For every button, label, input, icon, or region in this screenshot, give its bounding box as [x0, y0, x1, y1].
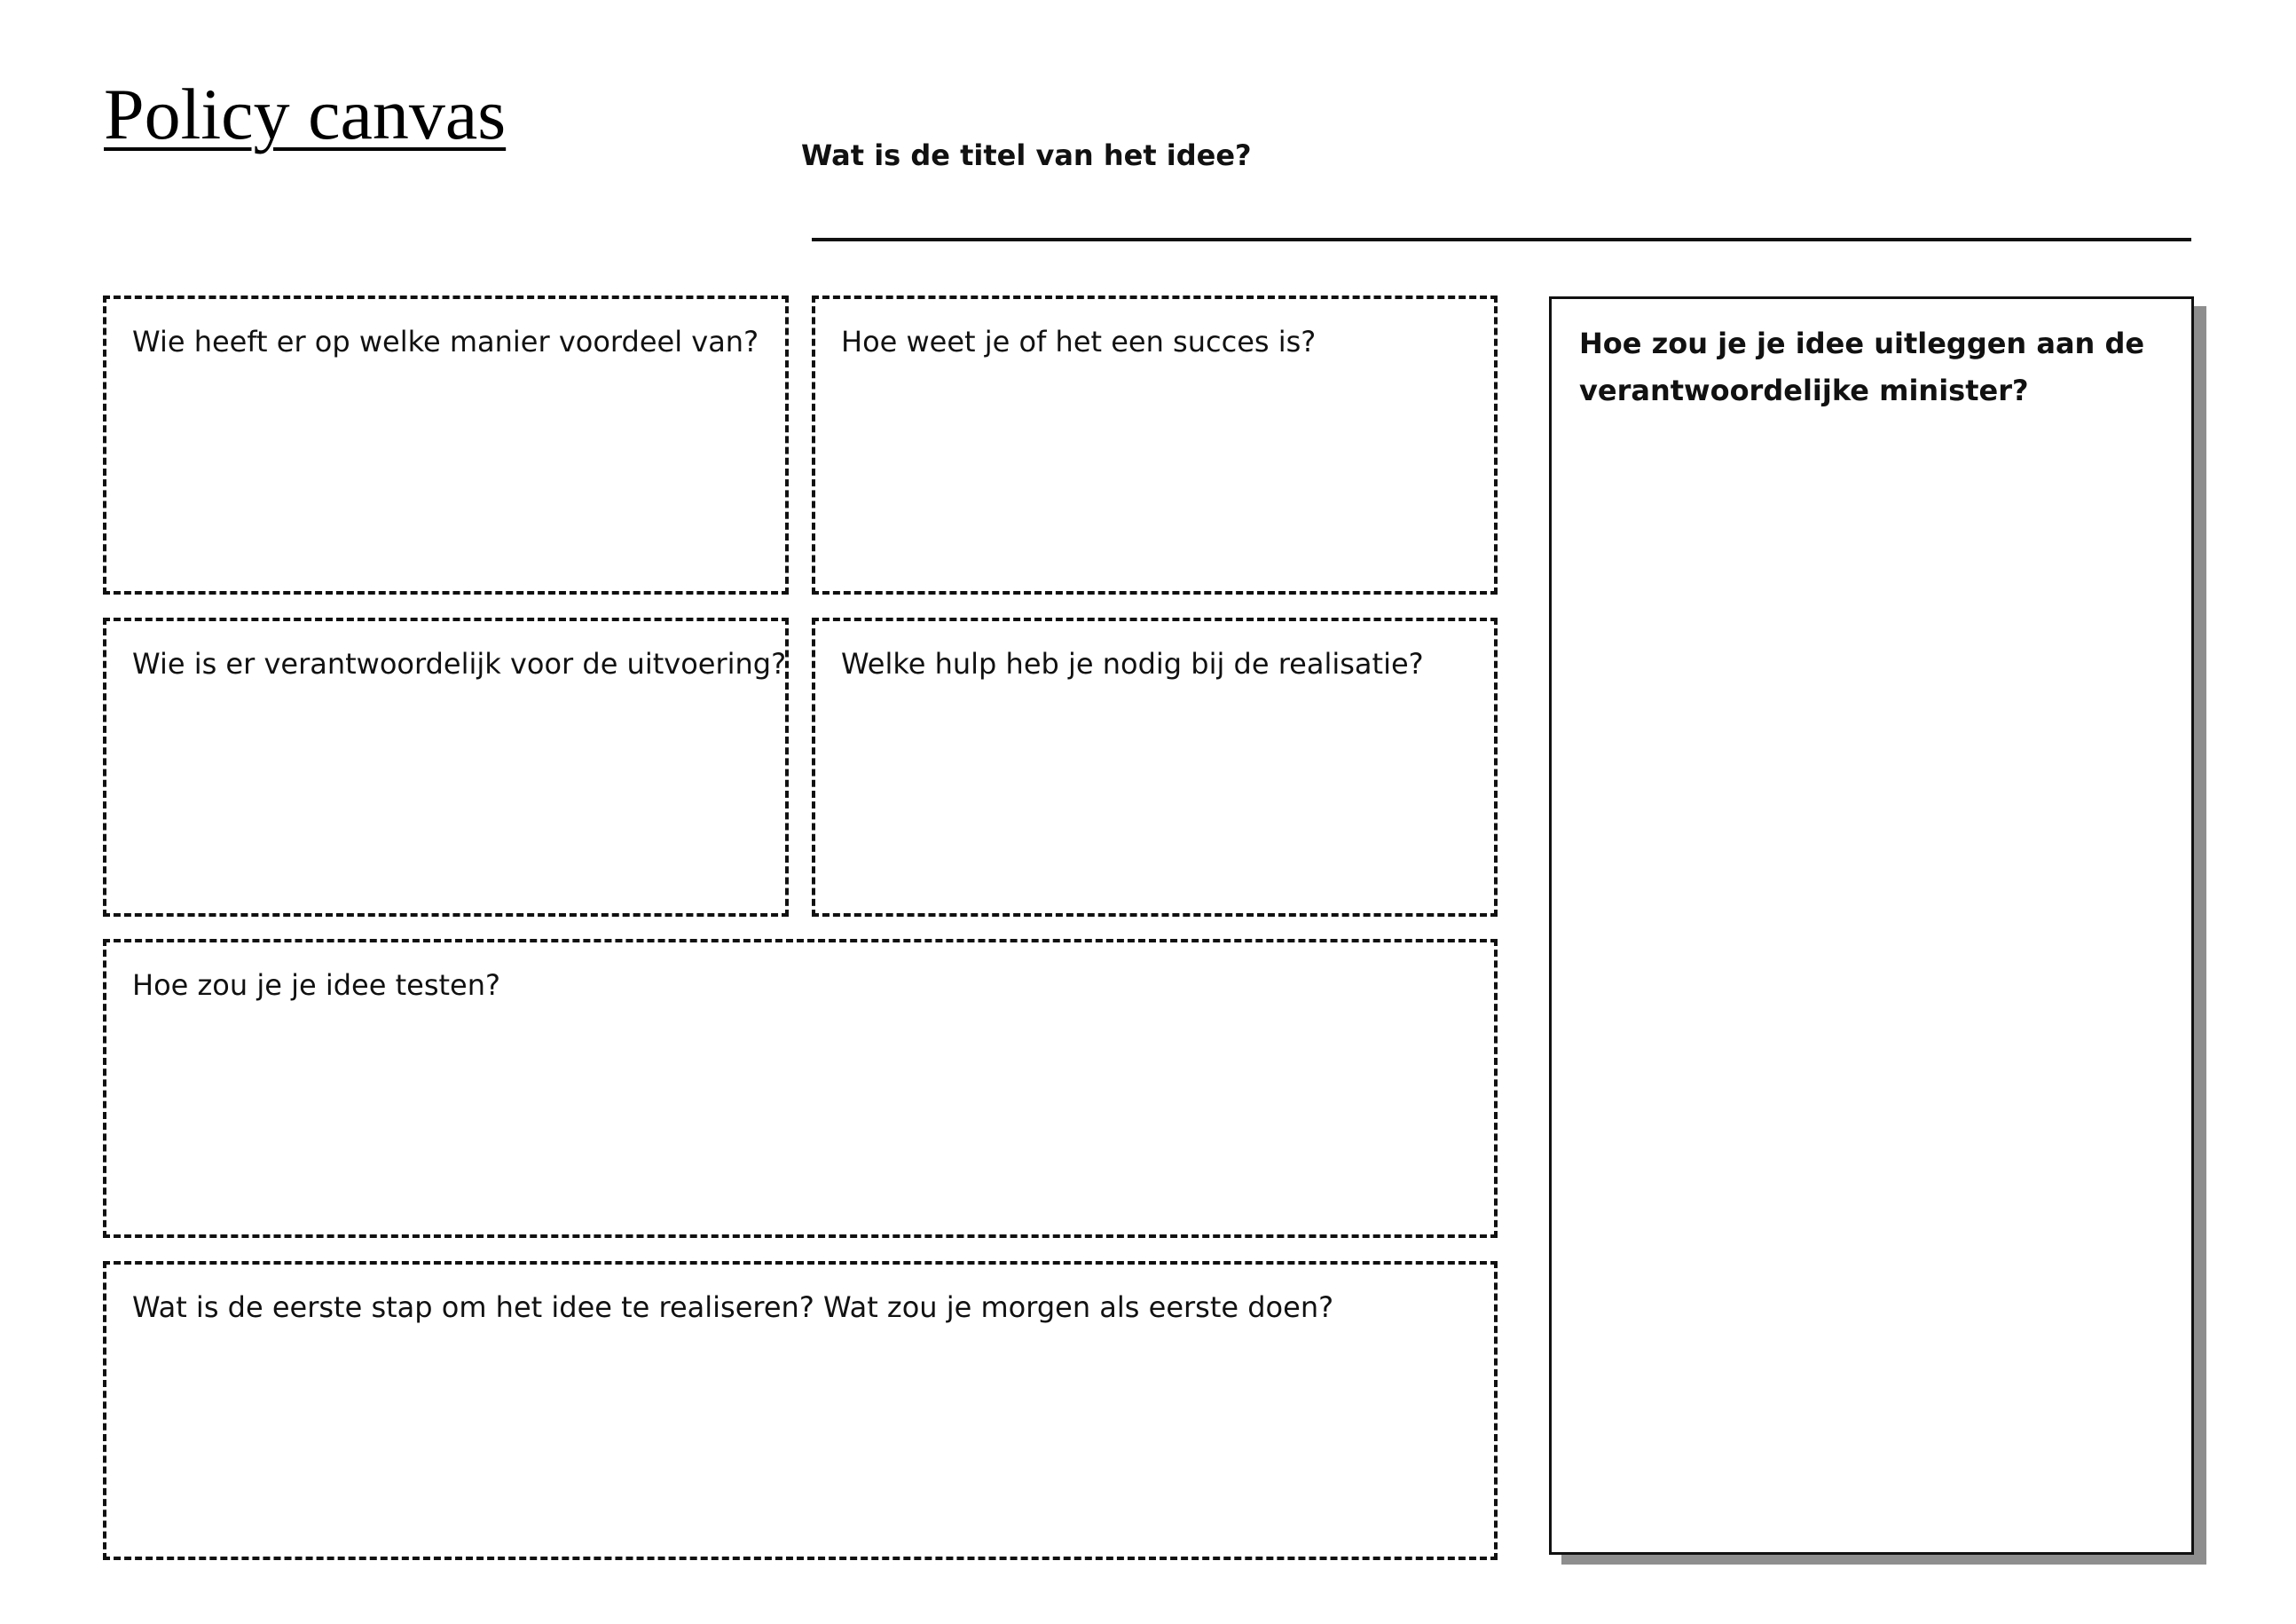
responsibility-box[interactable] — [103, 618, 789, 917]
testing-box-label: Hoe zou je je idee testen? — [132, 968, 500, 1002]
testing-box[interactable] — [103, 939, 1498, 1238]
minister-explanation-box[interactable] — [1549, 296, 2194, 1555]
success-box[interactable] — [812, 296, 1498, 595]
idea-title-question: Wat is de titel van het idee? — [801, 138, 1252, 172]
page-title: Policy canvas — [104, 74, 507, 154]
benefit-box[interactable] — [103, 296, 789, 595]
first-step-box[interactable] — [103, 1261, 1498, 1560]
responsibility-box-label: Wie is er verantwoordelijk voor de uitvoering? — [132, 647, 787, 681]
help-needed-box-label: Welke hulp heb je nodig bij de realisatie? — [841, 647, 1424, 681]
idea-title-input-line[interactable] — [812, 238, 2191, 241]
success-box-label: Hoe weet je of het een succes is? — [841, 325, 1317, 359]
help-needed-box[interactable] — [812, 618, 1498, 917]
benefit-box-label: Wie heeft er op welke manier voordeel van? — [132, 325, 759, 359]
minister-box-label: Hoe zou je je idee uitleggen aan de verantwoordelijke minister? — [1579, 327, 2145, 407]
first-step-box-label: Wat is de eerste stap om het idee te realiseren? Wat zou je morgen als eerste doen? — [132, 1290, 1334, 1324]
